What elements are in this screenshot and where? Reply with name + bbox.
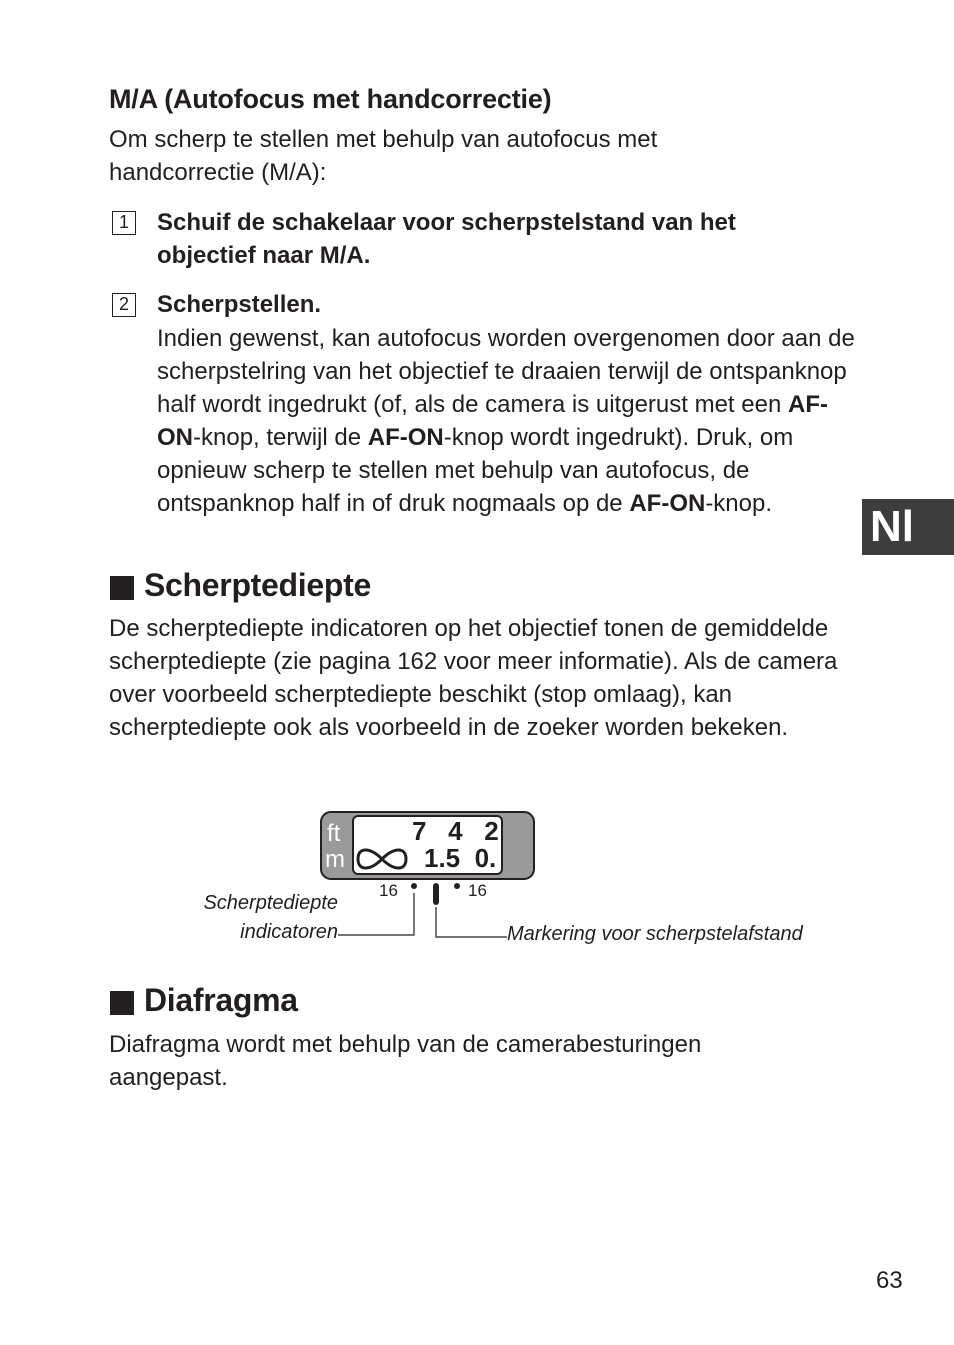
section-title-aperture: Diafragma <box>144 982 298 1018</box>
step-2-title: Scherpstellen. <box>157 291 322 318</box>
scale-left-16: 16 <box>379 881 398 900</box>
language-tab: Nl <box>862 499 954 555</box>
label-indicators-line1: Scherptediepte <box>203 892 338 914</box>
indicator-dot-right <box>454 883 460 889</box>
intro-paragraph: Om scherp te stellen met behulp van autofocus met handcorrectie (M/A): <box>109 126 658 186</box>
focus-distance-marker <box>433 883 439 905</box>
af-on-term: AF-ON <box>629 490 706 517</box>
page-number: 63 <box>876 1267 903 1294</box>
unit-m-label: m <box>325 846 345 873</box>
section-title-depth: Scherptediepte <box>144 567 371 603</box>
m-values: 1.5 0. <box>424 843 497 873</box>
step-number-1: 1 <box>112 211 136 235</box>
lens-scale-diagram <box>190 805 840 955</box>
indicator-dot-left <box>411 883 417 889</box>
step-1-title: Schuif de schakelaar voor scherpstelstand van het objectief naar M/A. <box>157 209 736 269</box>
section-marker-square <box>110 576 134 600</box>
depth-paragraph: De scherptediepte indicatoren op het objectief tonen de gemiddelde scherptediepte (zie pagina 162 voor meer informatie). Als de camera over voorbeeld scherptediepte beschikt (stop omlaag), kan scherptediepte ook als voorbeeld in de zoeker worden bekeken. <box>109 615 838 741</box>
step-number-2: 2 <box>112 293 136 317</box>
leader-line-marker <box>436 907 507 937</box>
label-indicators-line2: indicatoren <box>240 921 338 943</box>
aperture-paragraph: Diafragma wordt met behulp van de camerabesturingen aangepast. <box>109 1031 702 1091</box>
step-2-body: Indien gewenst, kan autofocus worden overgenomen door aan de scherpstelring van het objectief te draaien terwijl de ontspanknop half wordt ingedrukt (of, als de camera is uitgerust met een AF-ON-knop, terwijl de AF-ON-knop wordt ingedrukt). Druk, om opnieuw scherp te stellen met behulp van autofocus, de ontspanknop half in of druk nogmaals op de AF-ON-knop. <box>157 325 855 517</box>
af-on-term: AF-ON <box>157 391 828 451</box>
ft-values: 7 4 2 <box>412 816 499 846</box>
label-focus-marker: Markering voor scherpstelafstand <box>507 923 803 945</box>
leader-line-indicators <box>338 893 414 935</box>
af-on-term: AF-ON <box>367 424 444 451</box>
subheading-ma: M/A (Autofocus met handcorrectie) <box>109 84 552 114</box>
section-marker-square <box>110 991 134 1015</box>
scale-right-16: 16 <box>468 881 487 900</box>
unit-ft-label: ft <box>327 820 341 847</box>
